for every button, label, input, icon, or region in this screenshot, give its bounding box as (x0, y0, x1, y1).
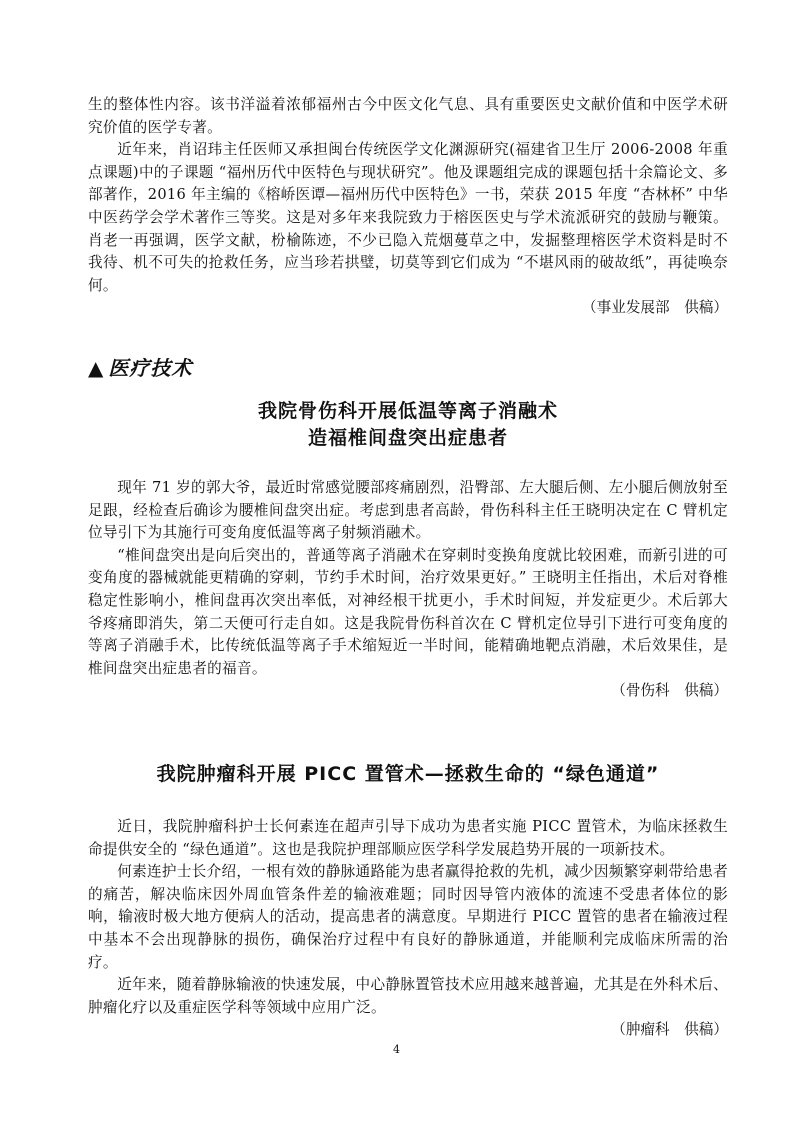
article-title (88, 398, 728, 452)
paragraph: 近日，我院肿瘤科护士长何素连在超声引导下成功为患者实施 PICC 置管术，为临床拯救生命提供安全的 “绿色通道”。这也是我院护理部顺应医学科学发展趋势开展的一项新技术。 (88, 818, 728, 858)
page-number: 4 (393, 1043, 400, 1056)
paragraph: 近年来，随着静脉输液的快速发展，中心静脉置管技术应用越来越普遍，尤其是在外科术后、肿瘤化疗以及重症医学科等领域中应用广泛。 (88, 976, 728, 1016)
triangle-icon: ▲ (88, 356, 105, 380)
paragraph: 近年来，肖诏玮主任医师又承担闽台传统医学文化渊源研究(福建省卫生厅 2006-2008 年重点课题)中的子课题 “福州历代中医特色与现状研究”。他及课题组完成的课题包括十余篇论文、多部著作，2016 年主编的《榕峤医谭—福州历代中医特色》一书，荣获 2015 年度 “杏林杯” 中华中医药学会学术著作三等奖。这是对多年来我院致力于榕医医史与学术流派研究的鼓励与鞭策。肖老一再强调，医学文献，枌榆陈迹，不少已隐入荒烟蔓草之中，发掘整理榕医学术资料是时不我待、机不可失的抢救任务，应当珍若拱璧，切莫等到它们成为 “不堪风雨的破故纸”，再徒唤奈何。 (88, 141, 728, 294)
source-credit: （肿瘤科 供稿） (611, 1021, 728, 1039)
article-title-line: 我院骨伤科开展低温等离子消融术 (257, 400, 558, 422)
article-body (88, 816, 728, 1042)
section-heading (88, 352, 192, 381)
article-title (88, 761, 728, 788)
article-title-line: 我院肿瘤科开展 PICC 置管术—拯救生命的 “绿色通道” (156, 763, 660, 785)
source-credit: （事业发展部 供稿） (582, 299, 728, 317)
article-title-line: 造福椎间盘突出症患者 (307, 427, 508, 449)
paragraph: “椎间盘突出是向后突出的，普通等离子消融术在穿刺时变换角度就比较困难，而新引进的可变角度的器械就能更精确的穿刺，节约手术时间，治疗效果更好。” 王晓明主任指出，术后对脊椎稳定性影响小，椎间盘再次突出率低，对神经根干扰更小，手术时间短，并发症更少。术后郭大爷疼痛即消失，第二天便可行走自如。这是我院骨伤科首次在 C 臂机定位导引下进行可变角度的等离子消融手术，比传统低温等离子手术缩短近一半时间，能精确地靶点消融，术后效果佳，是椎间盘突出症患者的福音。 (88, 546, 728, 677)
paragraph: 现年 71 岁的郭大爷，最近时常感觉腰部疼痛剧烈，沿臀部、左大腿后侧、左小腿后侧放射至足跟，经检查后确诊为腰椎间盘突出症。考虑到患者高龄，骨伤科科主任王晓明决定在 C 臂机定位导引下为其施行可变角度低温等离子射频消融术。 (88, 479, 728, 542)
continuation-text (88, 94, 728, 320)
section-heading-label: 医疗技术 (108, 356, 193, 380)
paragraph: 生的整体性内容。该书洋溢着浓郁福州古今中医文化气息、具有重要医史文献价值和中医学术研究价值的医学专著。 (88, 96, 728, 136)
source-credit: （骨伤科 供稿） (611, 682, 728, 700)
paragraph: 何素连护士长介绍，一根有效的静脉通路能为患者赢得抢救的先机，减少因频繁穿刺带给患者的痛苦，解决临床因外周血管条件差的输液难题；同时因导管内液体的流速不受患者体位的影响，输液时极大地方便病人的活动，提高患者的满意度。早期进行 PICC 置管的患者在输液过程中基本不会出现静脉的损伤，确保治疗过程中有良好的静脉通道，并能顺利完成临床所需的治疗。 (88, 863, 728, 971)
article-body (88, 477, 728, 703)
